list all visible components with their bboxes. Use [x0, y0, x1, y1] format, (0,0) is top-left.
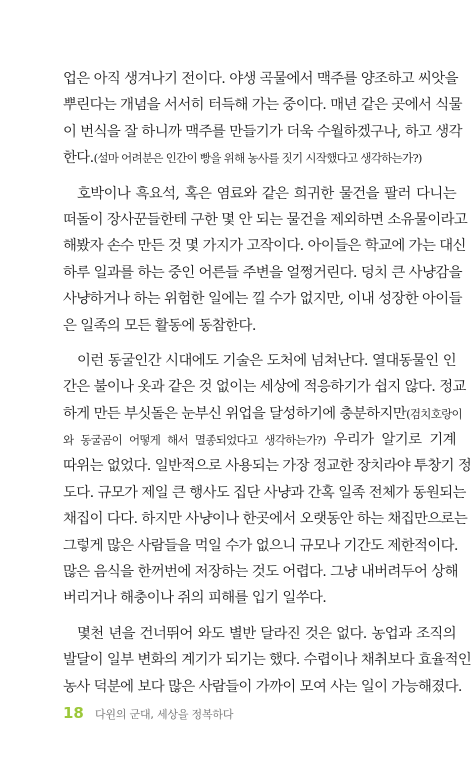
- text-line: 많은 음식을 한꺼번에 저장하는 것도 어렵다. 그냥 내버려두어 상해: [63, 564, 458, 581]
- text-line: 채집이 다다. 하지만 사냥이나 한곳에서 오랫동안 하는 채집만으로는: [63, 511, 468, 528]
- text-line: 해봤자 손수 만든 것 몇 가지가 고작이다. 아이들은 학교에 가는 대신: [63, 238, 466, 255]
- text-line: 몇천 년을 건너뛰어 와도 별반 달라진 것은 없다. 농업과 조직의: [77, 625, 456, 642]
- aside-note: 와 동굴곰이 어떻게 해서 멸종되었다고 생각하는가?): [63, 433, 326, 448]
- text-line: 업은 아직 생겨나기 전이다. 야생 곡물에서 맥주를 양조하고 씨앗을: [63, 71, 458, 87]
- text-line: 뿌린다는 개념을 서서히 터득해 가는 중이다. 매년 같은 곳에서 식물: [63, 97, 462, 114]
- text-line: 간은 불이나 옷과 같은 것 없이는 세상에 적응하기가 쉽지 않다. 정교: [63, 379, 466, 396]
- text-line: 그렇게 많은 사람들을 먹일 수가 없으니 규모나 기간도 제한적이다.: [63, 537, 458, 554]
- text-line: 버리거나 해충이나 쥐의 피해를 입기 일쑤다.: [63, 590, 327, 607]
- text-line: 이런 동굴인간 시대에도 기술은 도처에 넘쳐난다. 열대동물인 인: [77, 352, 456, 369]
- body-text: [63, 66, 471, 700]
- running-title: 다윈의 군대, 세상을 정복하다: [94, 708, 234, 721]
- text-line: 떠돌이 장사꾼들한테 구한 몇 안 되는 물건을 제외하면 소유물이라고: [63, 211, 468, 228]
- text-line: 도다. 규모가 제일 큰 행사도 집단 사냥과 간혹 일족 전체가 동원되는: [63, 484, 466, 501]
- page-number: 18: [63, 704, 84, 722]
- page-footer: [63, 702, 233, 724]
- text-line: 와 동굴곰이 어떻게 해서 멸종되었다고 생각하는가?) 우리가 알기로 기계: [63, 432, 456, 449]
- text-line: 사냥하거나 하는 위험한 일에는 낄 수가 없지만, 이내 성장한 아이들: [63, 291, 462, 308]
- text-line: 은 일족의 모든 활동에 동참한다.: [63, 317, 256, 334]
- text-line: 호박이나 흑요석, 혹은 염료와 같은 희귀한 물건을 팔러 다니는: [77, 185, 456, 202]
- paragraph: [63, 348, 471, 612]
- text-line: 하게 만든 부싯돌은 눈부신 위업을 달성하기에 충분하지만(검치호랑이: [63, 405, 462, 422]
- text-line: 이 번식을 잘 하니까 맥주를 만들기가 더욱 수월하겠구나, 하고 생각: [63, 123, 462, 140]
- text-line: 농사 덕분에 보다 많은 사람들이 가까이 모여 사는 일이 가능해졌다.: [63, 678, 462, 695]
- text-line: 한다.(설마 어려분은 인간이 빵을 위해 농사를 짓기 시작했다고 생각하는가?): [63, 150, 422, 167]
- paragraph: [63, 66, 462, 172]
- text-line: 하루 일과를 하는 중인 어른들 주변을 얼쩡거린다. 덩치 큰 사냥감을: [63, 264, 462, 281]
- paragraph: [63, 181, 468, 339]
- aside-note: (검치호랑이: [406, 406, 462, 421]
- text-line: 따위는 없었다. 일반적으로 사용되는 가장 정교한 장치라야 투창기 정: [63, 458, 471, 475]
- text-line: 발달이 일부 변화의 계기가 되기는 했다. 수렵이나 채취보다 효율적인: [63, 652, 471, 669]
- paragraph: [63, 621, 471, 700]
- aside-note: (설마 어려분은 인간이 빵을 위해 농사를 짓기 시작했다고 생각하는가?): [93, 151, 422, 166]
